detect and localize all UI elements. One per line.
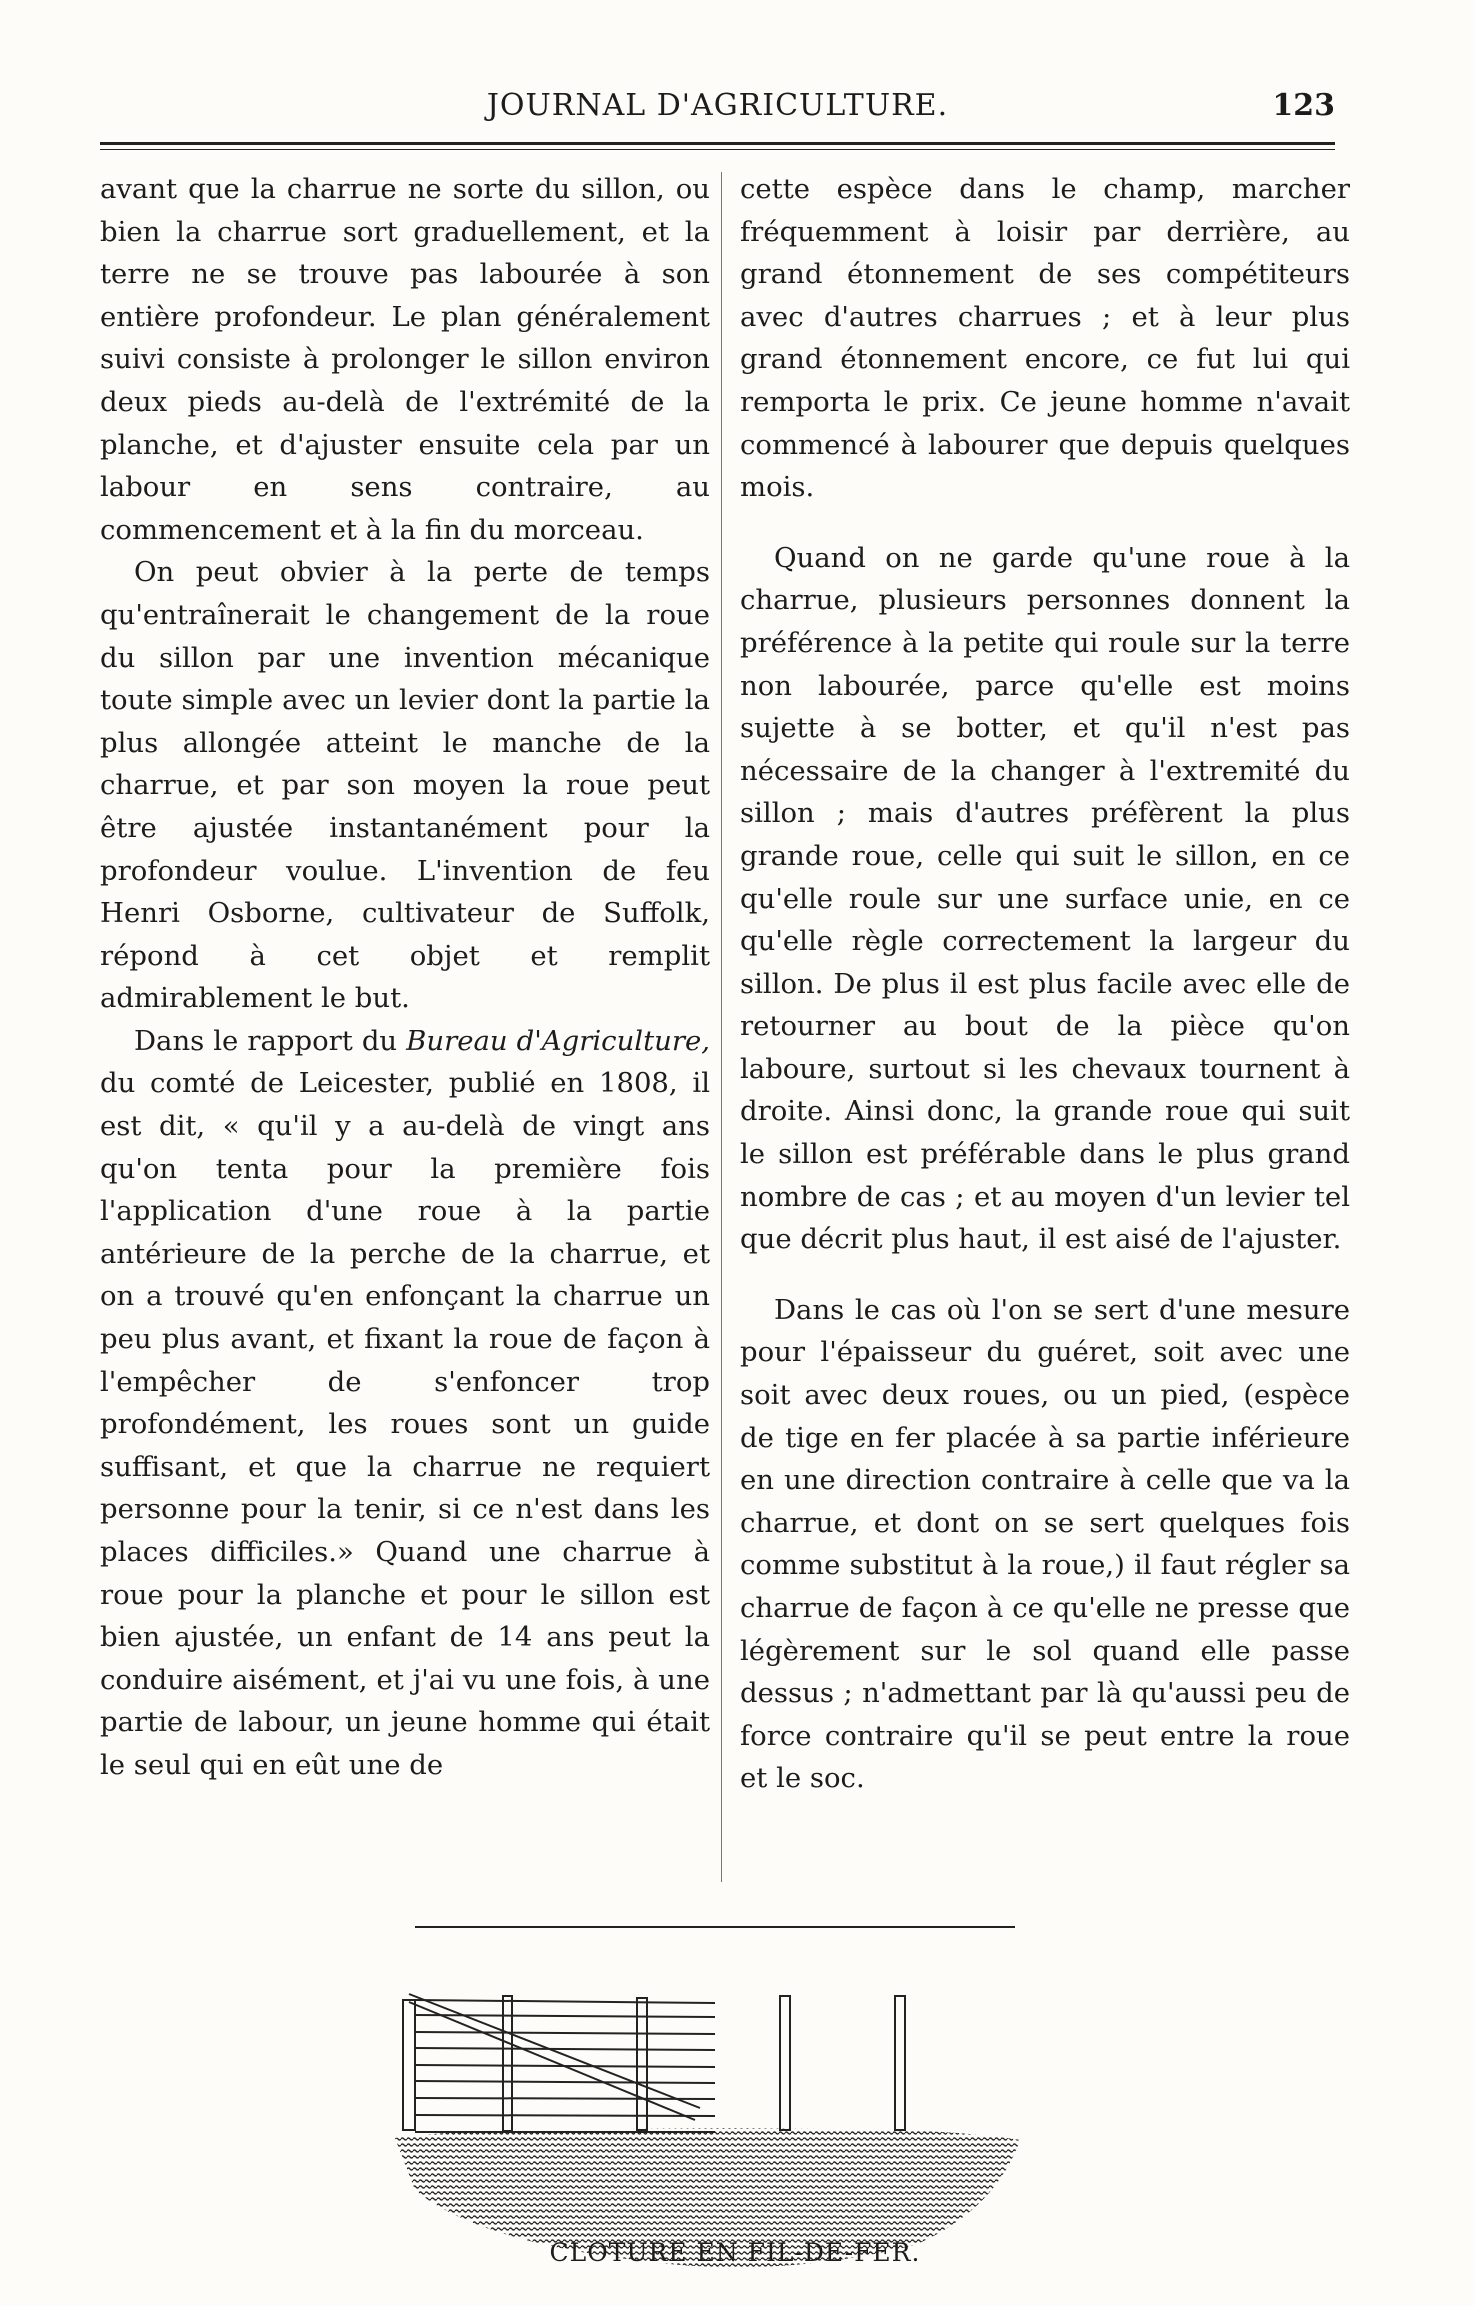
paragraph: Quand on ne garde qu'une roue à la charrue, plusieurs personnes donnent la préférence à la petite qui roule sur la terre non labourée, parce qu'elle est moins sujette à se botter, et qu'il n'est pas nécessaire de la changer à l'extremité du sillon ; mais d'autres préfèrent la plus grande roue, celle qui suit le sillon, en ce qu'elle roule sur une surface unie, en ce qu'elle règle correctement la largeur du sillon. De plus il est plus facile avec elle de retourner au bout de la pièce qu'on laboure, surtout si les chevaux tournent à droite. Ainsi donc, la grande roue qui suit le sillon est préférable dans le plus grand nombre de cas ; et au moyen d'un levier tel que décrit plus haut, il est aisé de l'ajuster.: [740, 541, 1350, 1256]
column-divider: [721, 172, 722, 1882]
paragraph: Dans le cas où l'on se sert d'une mesure pour l'épaisseur du guéret, soit avec une soit avec deux roues, ou un pied, (espèce de tige en fer placée à sa partie inférieure en une direction contraire à celle que va la charrue, et dont on se sert quelques fois comme substitut à la roue,) il faut régler sa charrue de façon à ce qu'elle ne presse que légèrement sur le sol quand elle passe dessus ; n'admettant par là qu'aussi peu de force contraire qu'il se peut entre la roue et le soc.: [740, 1293, 1350, 1795]
paragraph: cette espèce dans le champ, marcher fréquemment à loisir par derrière, au grand étonnement de ses compétiteurs avec d'autres charrues ; et à leur plus grand étonnement encore, ce fut lui qui remporta le prix. Ce jeune homme n'avait commencé à labourer que depuis quelques mois.: [740, 173, 1350, 504]
header-rule-thick: [100, 142, 1335, 145]
wire-fence-illustration: [395, 1980, 1075, 2300]
paragraph: avant que la charrue ne sorte du sillon, ou bien la charrue sort graduellement, et la terre ne se trouve pas labourée à son entière profondeur. Le plan généralement suivi consiste à prolonger le sillon environ deux pieds au-delà de l'extrémité de la planche, et d'ajuster ensuite cela par un labour en sens contraire, au commencement et à la fin du morceau.: [100, 173, 710, 546]
paragraph: [100, 1020, 710, 1787]
running-header: [100, 80, 1335, 130]
left-column: [100, 168, 710, 1787]
paragraph-text: Dans le rapport du: [134, 1024, 407, 1057]
right-column: [740, 168, 1350, 1800]
journal-title: JOURNAL D'AGRICULTURE.: [486, 88, 949, 123]
paragraph: On peut obvier à la perte de temps qu'entraînerait le changement de la roue du sillon par une invention mécanique toute simple avec un levier dont la partie la plus allongée atteint le manche de la charrue, et par son moyen la roue peut être ajustée instantanément pour la profondeur voulue. L'invention de feu Henri Osborne, cultivateur de Suffolk, répond à cet objet et remplit admirablement le but.: [100, 556, 710, 1015]
header-rule-thin: [100, 149, 1335, 150]
page-number: 123: [1272, 88, 1335, 123]
figure-caption: CLOTURE EN FIL-DE-FER.: [549, 2238, 921, 2267]
italic-title: Bureau d'Agriculture,: [406, 1024, 711, 1057]
section-rule: [415, 1926, 1015, 1928]
paragraph-text: du comté de Leicester, publié en 1808, il est dit, « qu'il y a au-delà de vingt ans qu'on tenta pour la première fois l'application d'une roue à la partie antérieure de la perche de la charrue, et on a trouvé qu'en enfonçant la charrue un peu plus avant, et fixant la roue de façon à l'empêcher de s'enfoncer trop profondément, les roues sont un guide suffisant, et que la charrue ne requiert personne pour la tenir, si ce n'est dans les places difficiles.» Quand une charrue à roue pour la planche et pour le sillon est bien ajustée, un enfant de 14 ans peut la conduire aisément, et j'ai vu une fois, à une partie de labour, un jeune homme qui était le seul qui en eût une de: [100, 1067, 710, 1781]
